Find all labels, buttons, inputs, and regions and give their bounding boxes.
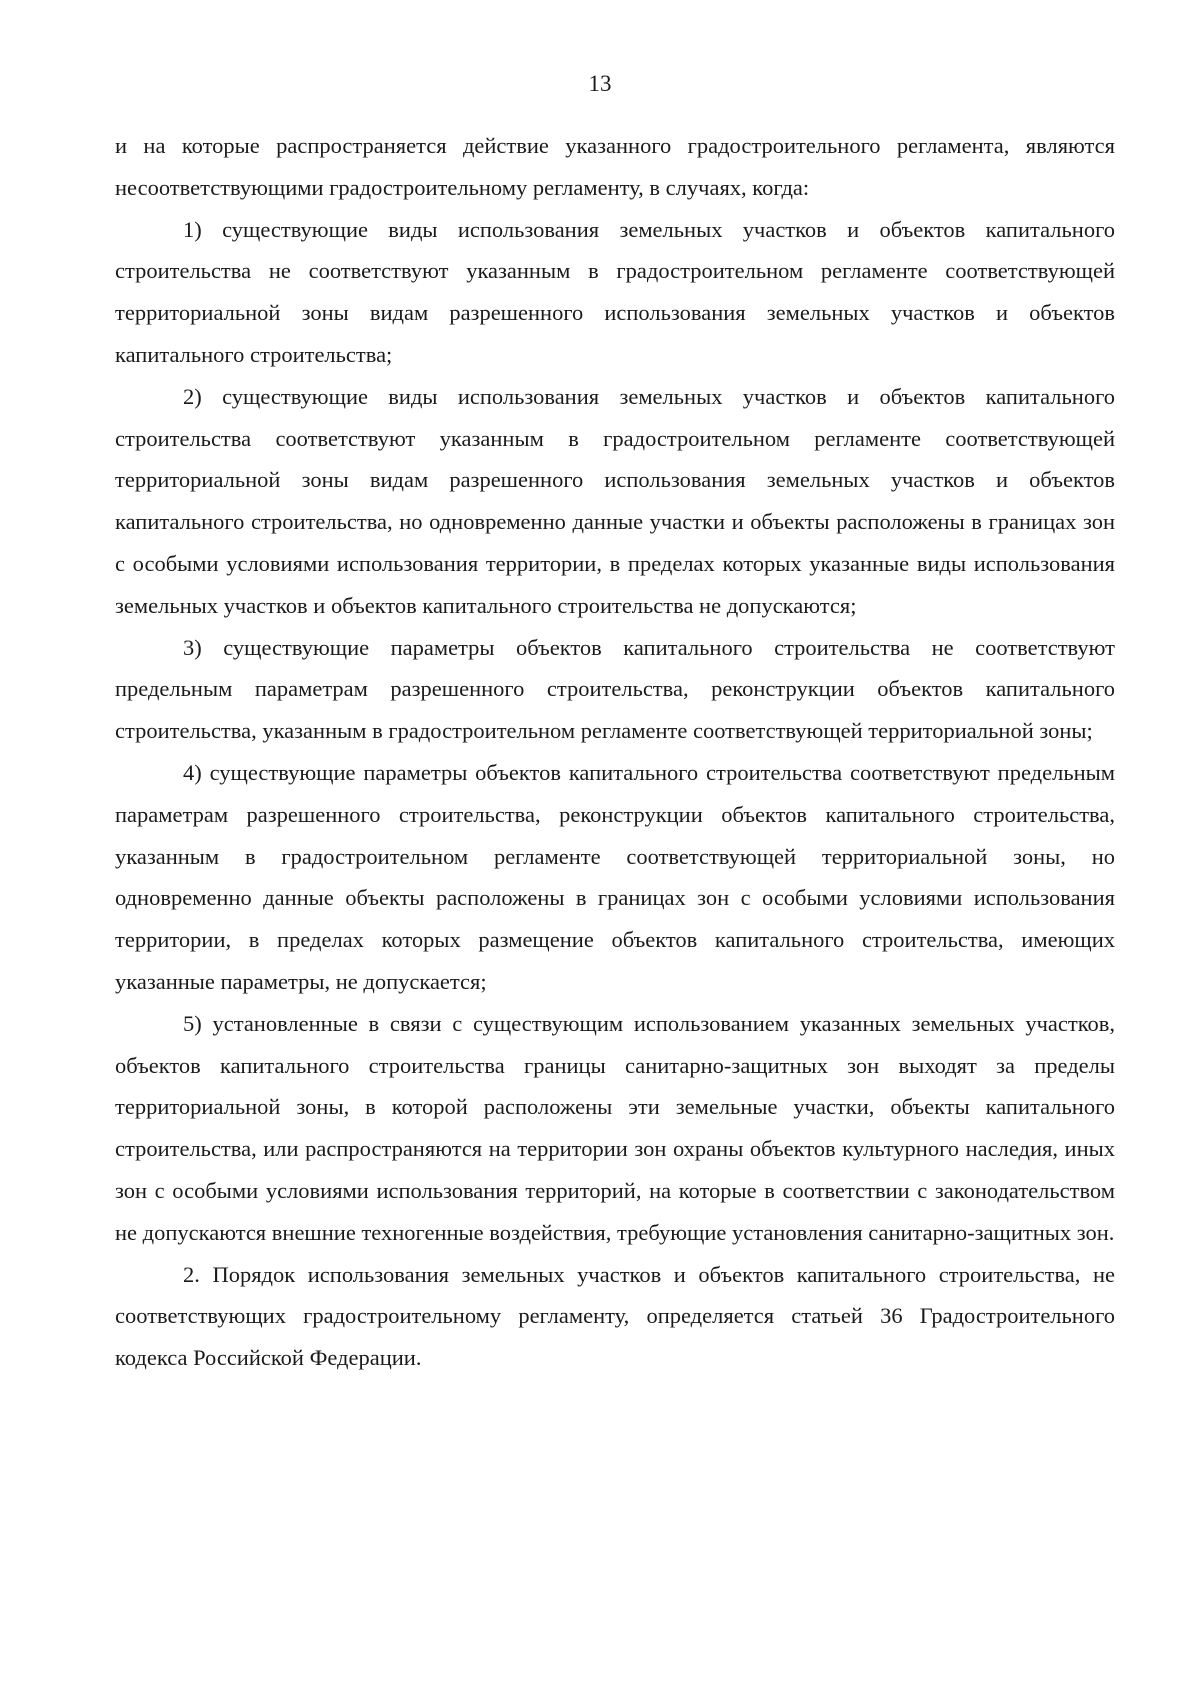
paragraph-item-2: 2) существующие виды использования земельных участков и объектов капитального строительства соответствуют указанным в градостроительном регламенте соответствующей территориальной зоны видам разрешенного использования земельных участков и объектов капитального строительства, но одновременно данные участки и объекты расположены в границах зон с особыми условиями использования территории, в пределах которых указанные виды использования земельных участков и объектов капитального строительства не допускаются; (115, 383, 1115, 618)
document-body (115, 125, 1115, 1379)
paragraph-continuation: и на которые распространяется действие указанного градостроительного регламента, являются несоответствующими градостроительному регламенту, в случаях, когда: (115, 133, 1115, 200)
paragraph-item-1: 1) существующие виды использования земельных участков и объектов капитального строительства не соответствуют указанным в градостроительном регламенте соответствующей территориальной зоны видам разрешенного использования земельных участков и объектов капитального строительства; (115, 216, 1115, 367)
paragraph-item-3: 3) существующие параметры объектов капитального строительства не соответствуют предельным параметрам разрешенного строительства, реконструкции объектов капитального строительства, указанным в градостроительном регламенте соответствующей территориальной зоны; (115, 634, 1115, 744)
paragraph-item-4: 4) существующие параметры объектов капитального строительства соответствуют предельным параметрам разрешенного строительства, реконструкции объектов капитального строительства, указанным в градостроительном регламенте соответствующей территориальной зоны, но одновременно данные объекты расположены в границах зон с особыми условиями использования территории, в пределах которых размещение объектов капитального строительства, имеющих указанные параметры, не допускается; (115, 759, 1115, 994)
paragraph-section-2: 2. Порядок использования земельных участков и объектов капитального строительства, не соответствующих градостроительному регламенту, определяется статьей 36 Градостроительного кодекса Российской Федерации. (115, 1261, 1115, 1371)
page-number: 13 (588, 71, 612, 96)
paragraph-item-5: 5) установленные в связи с существующим использованием указанных земельных участков, объектов капитального строительства границы санитарно-защитных зон выходят за пределы территориальной зоны, в которой расположены эти земельные участки, объекты капитального строительства, или распространяются на территории зон охраны объектов культурного наследия, иных зон с особыми условиями использования территорий, на которые в соответствии с законодательством не допускаются внешние техногенные воздействия, требующие установления санитарно-защитных зон. (115, 1010, 1115, 1245)
